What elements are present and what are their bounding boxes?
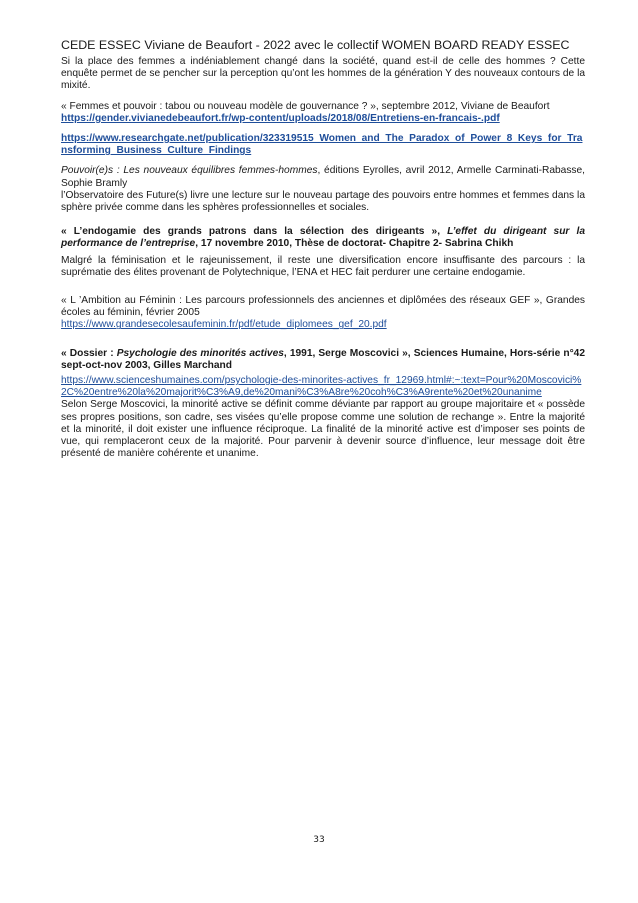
reference-1-link[interactable]: https://gender.vivianedebeaufort.fr/wp-content/uploads/2018/08/Entretiens-en-francais-.pdf	[61, 112, 500, 124]
reference-1-text: « Femmes et pouvoir : tabou ou nouveau modèle de gouvernance ? », septembre 2012, Viviane de Beaufort	[61, 100, 550, 112]
reference-4-meta: , 17 novembre 2010, Thèse de doctorat- Chapitre 2- Sabrina Chikh	[195, 238, 514, 250]
reference-1	[61, 101, 585, 125]
reference-4	[61, 226, 585, 250]
reference-3-description: l’Observatoire des Future(s) livre une lecture sur le nouveau partage des pouvoirs entre hommes et femmes dans la sphère privée comme dans les sphères professionnelles et sociales.	[61, 189, 585, 214]
reference-4-title: « L’endogamie des grands patrons dans la sélection des dirigeants »,	[61, 226, 448, 238]
reference-4-description: Malgré la féminisation et le rajeunissement, il reste une diversification encore insuffisante des parcours : la suprématie des élites provenant de Polytechnique, l’ENA et HEC fait perdurer une certaine endogamie.	[61, 254, 585, 278]
reference-2-link[interactable]: https://www.researchgate.net/publication/323319515_Women_and_The_Paradox_of_Power_8_Keys_for_Transforming_Business_Culture_Findings	[61, 133, 583, 157]
reference-6-prefix: « Dossier :	[61, 347, 117, 359]
reference-6-link[interactable]: https://www.scienceshumaines.com/psychologie-des-minorites-actives_fr_12969.html#:~:text=Pour%20Moscovici%2C%20entre%20la%20majorit%C3%A9,de%20mani%C3%A8re%20coh%C3%A9rente%20et%20unanime	[61, 375, 582, 399]
page-number: 33	[313, 835, 325, 845]
intro-paragraph: Si la place des femmes a indéniablement changé dans la société, quand est-il de celle des hommes ? Cette enquête permet de se pencher sur la perception qu’ont les hommes de la génération Y des nouveaux contours de la mixité.	[61, 56, 585, 92]
reference-5-text: « L ’Ambition au Féminin : Les parcours professionnels des anciennes et diplômées des réseaux GEF », Grandes écoles au féminin, février 2005	[61, 295, 585, 319]
reference-5-link[interactable]: https://www.grandesecolesaufeminin.fr/pdf/etude_diplomees_gef_20.pdf	[61, 319, 387, 331]
reference-5	[61, 295, 585, 332]
reference-6-description: Selon Serge Moscovici, la minorité active se définit comme déviante par rapport au groupe majoritaire et « possède ses propres positions, son cadre, ses visées qu’elle propose comme une solution de rechange ». Entre la majorité et la minorité, il doit exister une influence réciproque. La finalité de la minorité active est d’imposer ses points de vue, qui remplaceront ceux de la majorité. Pour parvenir à devenir source d’influence, leur message doit être présenté de manière cohérente et unanime.	[61, 399, 585, 460]
reference-3-title: Pouvoir(e)s : Les nouveaux équilibres femmes-hommes	[61, 165, 318, 177]
document-page	[61, 38, 585, 460]
reference-6-link-wrap	[61, 375, 585, 399]
page-title: CEDE ESSEC Viviane de Beaufort - 2022 avec le collectif WOMEN BOARD READY ESSEC	[61, 38, 570, 52]
reference-3-meta: , éditions Eyrolles, avril 2012, Armelle Carminati-Rabasse, Sophie Bramly	[61, 165, 586, 189]
reference-2	[61, 133, 585, 157]
reference-6-title: Psychologie des minorités actives	[116, 347, 284, 359]
reference-6	[61, 348, 585, 372]
reference-6-meta: , 1991, Serge Moscovici », Sciences Humaine, Hors-série n°42 sept-oct-nov 2003, Gilles Marchand	[61, 347, 585, 371]
reference-3	[61, 165, 585, 214]
reference-4-subtitle: L’effet du dirigeant sur la performance de l’entreprise	[61, 226, 585, 250]
